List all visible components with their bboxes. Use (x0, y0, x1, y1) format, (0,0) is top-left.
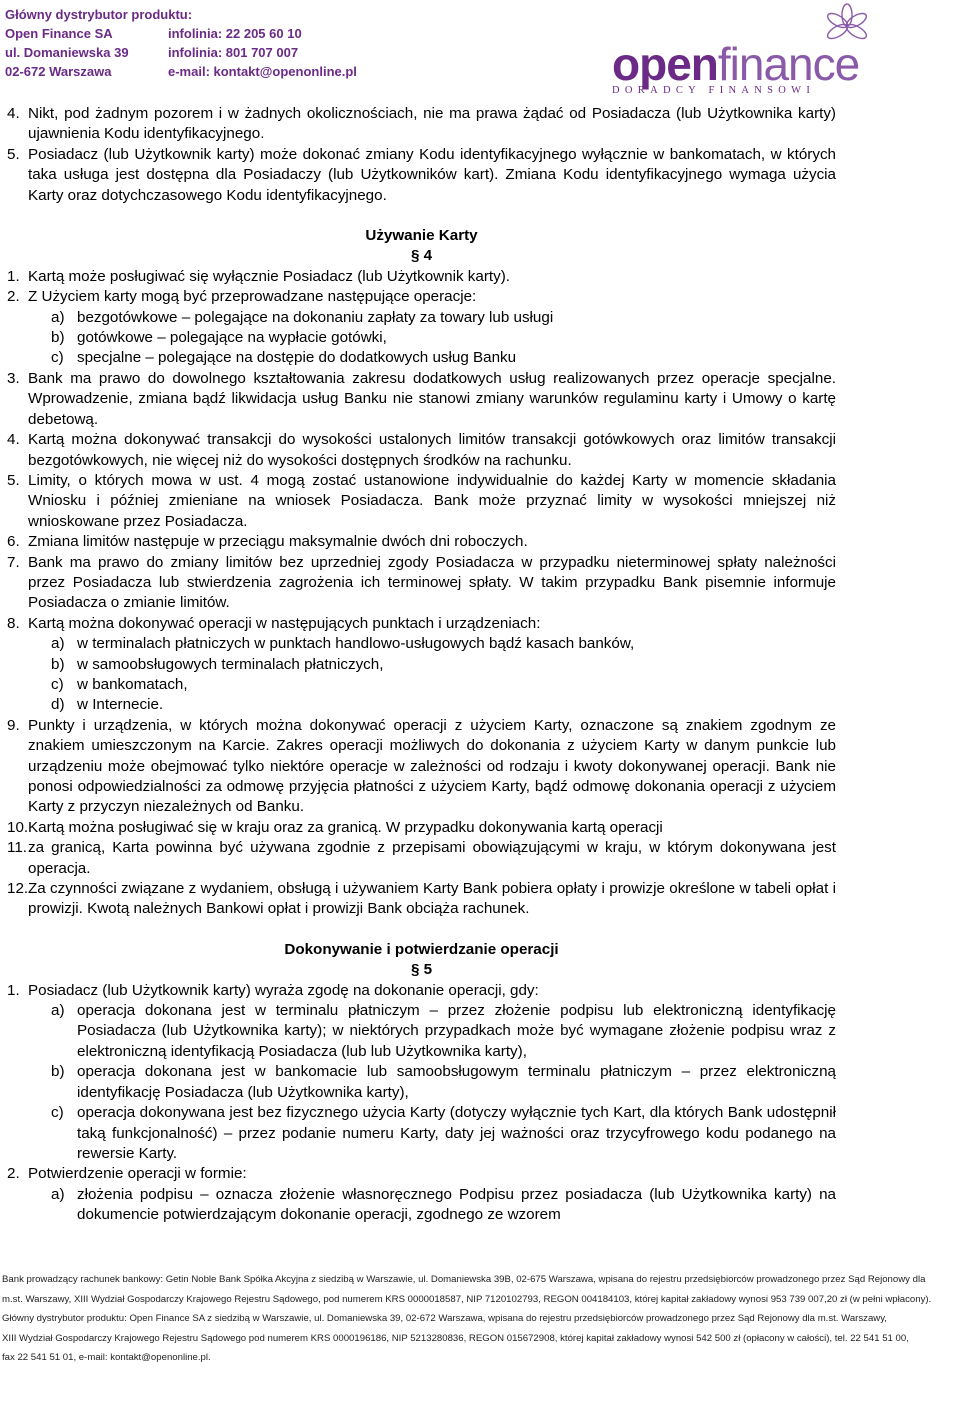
sub-item: a) złożenia podpisu – oznacza złożenie własnoręcznego Podpisu przez posiadacza (lub Użytkownika karty) na dokumencie potwierdzającym dokonanie operacji, zgodnego ze wzorem (51, 1185, 836, 1224)
sub-item: d) w Internecie. (51, 696, 164, 714)
sub-item: a) operacja dokonana jest w terminalu płatniczym – przez złożenie podpisu lub elektroniczną identyfikację Posiadacza (lub Użytkownika karty); w niektórych przypadkach może być wymagane złożenie podpisu wraz z elektroniczną identyfikacją Posiadacza (lub lub Użytkownika karty), (51, 1002, 836, 1060)
list-item: 5. Limity, o których mowa w ust. 4 mogą zostać ustanowione indywidualnie do każdej Karty w momencie składania Wniosku i później zmieniane na wniosek Posiadacza. Bank może przyznać limity w wysokości mniejszej niż wnioskowane przez Posiadacza. (7, 471, 836, 530)
hotline-2: infolinia: 801 707 007 (168, 45, 299, 60)
sub-item: c) w bankomatach, (51, 675, 188, 693)
list-item: 1. Posiadacz (lub Użytkownik karty) wyraża zgodę na dokonanie operacji, gdy: (7, 981, 539, 999)
contact-row (5, 43, 357, 62)
logo-tagline: DORADCY FINANSOWI (612, 85, 816, 96)
list-item: 6. Zmiana limitów następuje w przeciągu maksymalnie dwóch dni roboczych. (7, 533, 528, 551)
section-title: Używanie Karty (365, 227, 478, 245)
footer-line: Bank prowadzący rachunek bankowy: Getin Noble Bank Spółka Akcyjna z siedzibą w Warszawie, ul. Domaniewska 39B, 02-675 Warszawa, wpisana do rejestru przedsiębiorców prowadzonego przez Sąd Rejonowy dla (2, 1274, 926, 1285)
sub-item: c) operacja dokonywana jest bez fizycznego użycia Karty (dotyczy wyłącznie tych Kart, dla których Bank udostępnił taką funkcjonalność) – przez podanie numeru Karty, daty jej ważności oraz trzycyfrowego kodu podanego na rewersie Karty. (51, 1104, 836, 1162)
list-item: 8. Kartą można dokonywać operacji w następujących punktach i urządzeniach: (7, 614, 541, 632)
company-name: Open Finance SA (5, 26, 113, 41)
sub-item: c) specjalne – polegające na dostępie do dodatkowych usług Banku (51, 349, 517, 367)
list-item: 2. Potwierdzenie operacji w formie: (7, 1165, 247, 1183)
list-item: 7. Bank ma prawo do zmiany limitów bez uprzedniej zgody Posiadacza w przypadku nieterminowej spłaty należności przez Posiadacza lub stwierdzenia zagrożenia ich terminowej spłaty. W takim przypadku Bank pisemnie informuje Posiadacza o zmianie limitów. (7, 553, 836, 612)
list-item: 12. Za czynności związane z wydaniem, obsługą i używaniem Karty Bank pobiera opłaty i prowizje określone w tabeli opłat i prowizji. Kwotą należnych Bankowi opłat i prowizji Bank obciąża rachunek. (7, 880, 836, 918)
sub-item: a) bezgotówkowe – polegające na dokonaniu zapłaty za towary lub usługi (51, 308, 554, 326)
document-body (7, 104, 836, 1226)
page-header (0, 0, 960, 100)
sub-item: b) gotówkowe – polegające na wypłacie gotówki, (51, 329, 387, 347)
list-item: 1. Kartą może posługiwać się wyłącznie Posiadacz (lub Użytkownik karty). (7, 267, 510, 285)
list-item: 9. Punkty i urządzenia, w których można dokonywać operacji z użyciem Karty, oznaczone są znakiem zgodnym ze znakiem umieszczonym na Karcie. Zakres operacji możliwych do dokonania z użyciem Karty w danym punkcie lub urządzeniu może obejmować tylko niektóre operacje w zależności od rodzaju i kwoty dokonywanej operacji. Bank nie ponosi odpowiedzialności za odmowę przyjęcia płatności z użyciem Karty, bądź odmowę dokonania operacji z użyciem Karty z przyczyn niezależnych od Banku. (7, 716, 836, 816)
footer-line: Główny dystrybutor produktu: Open Finance SA z siedzibą w Warszawie, ul. Domaniewska 39, 02-672 Warszawa, wpisana do rejestru przedsiębiorców prowadzonego przez Sąd Rejonowy dla m.st. Warszawy, (2, 1313, 887, 1325)
footer-line: XIII Wydział Gospodarczy Krajowego Rejestru Sądowego pod numerem KRS 0000196186, NIP 5213280836, REGON 015672908, której kapitał zakładowy wynosi 542 500 zł (opłacony w całości), tel. 22 541 51 00, (2, 1332, 909, 1344)
logo-finance: finance (717, 38, 860, 90)
hotline-1: infolinia: 22 205 60 10 (168, 26, 302, 41)
page-footer (2, 1270, 932, 1368)
contact-row (5, 24, 357, 43)
contact-row (5, 62, 357, 81)
list-item: 3. Bank ma prawo do dowolnego kształtowania zakresu dodatkowych usług realizowanych przez operacje specjalne. Wprowadzenie, zmiana bądź likwidacja usług Banku nie stanowi zmiany warunków regulaminu karty i Umowy o kartę debetową. (7, 369, 836, 428)
sub-item: b) operacja dokonana jest w bankomacie lub samoobsługowym terminalu płatniczym – przez elektroniczną identyfikację Posiadacza (lub Użytkownika karty), (51, 1063, 836, 1101)
list-item: 4. Kartą można dokonywać transakcji do wysokości ustalonych limitów transakcji gotówkowych oraz limitów transakcji bezgotówkowych, nie więcej niż do wysokości dostępnych środków na rachunku. (7, 431, 836, 469)
contact-email: e-mail: kontakt@openonline.pl (168, 64, 357, 79)
section-number: § 5 (410, 961, 433, 979)
logo-wordmark (612, 37, 859, 91)
list-item: 2. Z Użyciem karty mogą być przeprowadzane następujące operacje: (7, 288, 477, 306)
list-item: 4. Nikt, pod żadnym pozorem i w żadnych okolicznościach, nie ma prawa żądać od Posiadacza (lub Użytkownika karty) ujawnienia Kodu identyfikacyjnego. (7, 105, 836, 143)
contact-row (5, 5, 357, 24)
list-item: 5. Posiadacz (lub Użytkownik karty) może dokonać zmiany Kodu identyfikacyjnego wyłącznie w bankomatach, w których taka usługa jest dostępna dla Posiadaczy (lub Użytkowników kart). Zmiana Kodu identyfikacyjnego wymaga użycia Karty oraz dotychczasowego Kodu identyfikacyjnego. (7, 145, 836, 204)
open-finance-logo (612, 3, 877, 98)
section-title: Dokonywanie i potwierdzanie operacji (284, 940, 559, 958)
sub-item: b) w samoobsługowych terminalach płatniczych, (51, 655, 384, 673)
list-item: 10. Kartą można posługiwać się w kraju oraz za granicą. W przypadku dokonywania kartą operacji (7, 818, 663, 836)
city-address: 02-672 Warszawa (5, 64, 112, 79)
footer-line: fax 22 541 51 01, e-mail: kontakt@openonline.pl. (2, 1352, 211, 1364)
distributor-contact-block (5, 5, 357, 81)
list-item: 11. za granicą, Karta powinna być używana zgodnie z przepisami obowiązującymi w kraju, w którym dokonywana jest operacja. (7, 839, 836, 877)
sub-item: a) w terminalach płatniczych w punktach handlowo-usługowych bądź kasach banków, (51, 635, 635, 653)
footer-line: m.st. Warszawy, XIII Wydział Gospodarczy Krajowego Rejestru Sądowego, pod numerem KRS 0000018587, NIP 7120102793, REGON 004184103, której kapitał zakładowy wynosi 953 739 007,20 zł (w pełni wpłacony). (2, 1293, 932, 1305)
distributor-label: Główny dystrybutor produktu: (5, 7, 193, 22)
section-number: § 4 (410, 247, 433, 265)
street-address: ul. Domaniewska 39 (5, 45, 129, 60)
logo-open: open (612, 38, 718, 90)
